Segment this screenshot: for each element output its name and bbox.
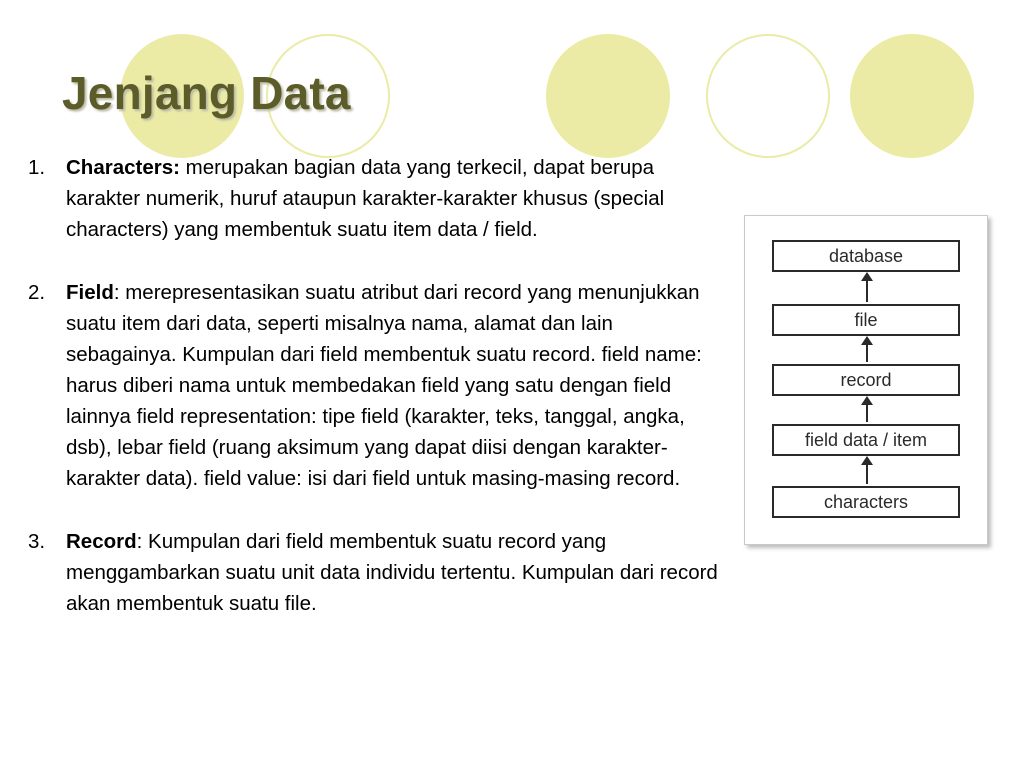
level-file: file xyxy=(772,304,960,336)
term-record: Record xyxy=(66,530,137,553)
list-item-record xyxy=(28,526,728,619)
decor-circle-2 xyxy=(546,34,670,158)
list-number: 3. xyxy=(28,530,46,553)
arrow-up-icon xyxy=(866,338,868,362)
data-hierarchy-diagram xyxy=(744,215,988,545)
decor-circle-3 xyxy=(850,34,974,158)
arrow-up-icon xyxy=(866,398,868,422)
definition-field: : merepresentasikan suatu atribut dari record yang menunjukkan suatu item dari data, seperti misalnya nama, alamat dan lain sebagainya. Kumpulan dari field membentuk suatu record. field name: harus diberi nama untuk membedakan field yang satu dengan field lainnya field representation: tipe field (karakter, teks, tanggal, angka, dsb), lebar field (ruang aksimum yang dapat diisi dengan karakter-karakter data). field value: isi dari field untuk masing-masing record. xyxy=(66,281,702,490)
definition-characters: merupakan bagian data yang terkecil, dapat berupa karakter numerik, huruf ataupun karakter-karakter khusus (special characters) yang membentuk suatu item data / field. xyxy=(66,156,665,241)
level-field-data-item: field data / item xyxy=(772,424,960,456)
list-item-characters xyxy=(28,152,728,245)
level-characters: characters xyxy=(772,486,960,518)
term-characters: Characters: xyxy=(66,156,180,179)
list-item-field xyxy=(28,277,728,494)
list-text xyxy=(66,277,726,494)
list-text xyxy=(66,152,726,245)
slide-title: Jenjang Data xyxy=(62,67,351,119)
term-field: Field xyxy=(66,281,114,304)
list-number: 2. xyxy=(28,281,46,304)
decor-ring-2 xyxy=(706,34,830,158)
definition-record: : Kumpulan dari field membentuk suatu record yang menggambarkan suatu unit data individu tertentu. Kumpulan dari record akan membentuk suatu file. xyxy=(66,530,718,615)
level-database: database xyxy=(772,240,960,272)
arrow-up-icon xyxy=(866,458,868,484)
definition-list xyxy=(28,152,728,651)
list-number: 1. xyxy=(28,156,46,179)
level-record: record xyxy=(772,364,960,396)
list-text xyxy=(66,526,726,619)
arrow-up-icon xyxy=(866,274,868,302)
